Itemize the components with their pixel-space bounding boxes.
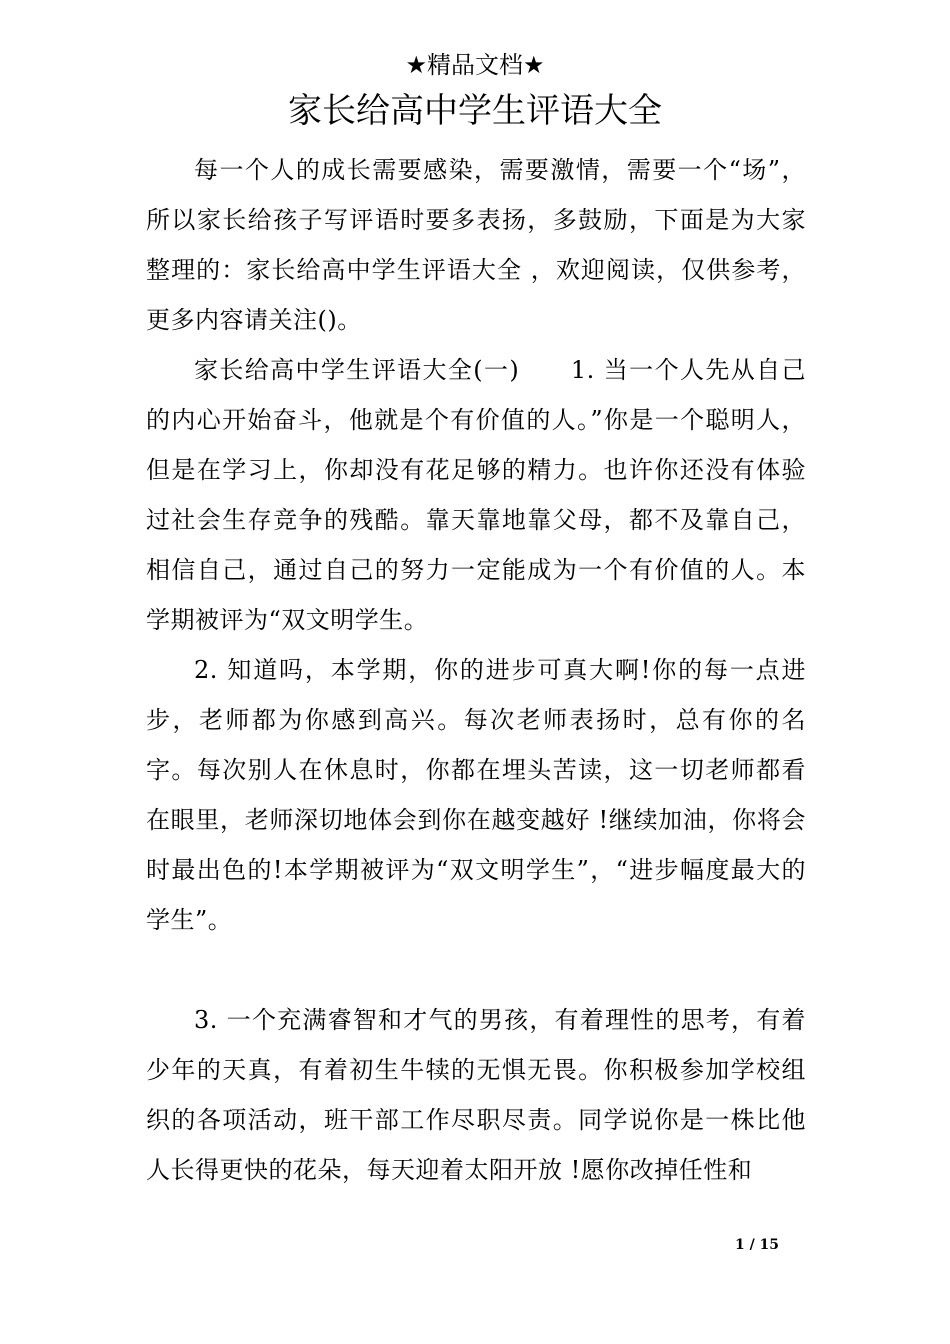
- paragraph-intro: 每一个人的成长需要感染，需要激情，需要一个“场”，所以家长给孩子写评语时要多表扬，多鼓励，下面是为大家整理的：家长给高中学生评语大全 ，欢迎阅读，仅供参考，更多内容请关注()。: [146, 156, 806, 334]
- paragraph-item-3: 3. 一个充满睿智和才气的男孩，有着理性的思考，有着少年的天真，有着初生牛犊的无惧无畏。你积极参加学校组织的各项活动，班干部工作尽职尽责。同学说你是一株比他人长得更快的花朵，每天迎着太阳开放 !愿你改掉任性和: [146, 1006, 806, 1184]
- header-mark: ★精品文档★: [405, 51, 545, 79]
- paragraph-item-2: 2. 知道吗，本学期，你的进步可真大啊!你的每一点进步，老师都为你感到高兴。每次老师表扬时，总有你的名字。每次别人在休息时，你都在埋头苦读，这一切老师都看在眼里，老师深切地体会到你在越变越好 !继续加油，你将会时最出色的!本学期被评为“双文明学生”，“进步幅度最大的学生”。: [146, 656, 806, 934]
- document-title: 家长给高中学生评语大全: [288, 91, 662, 131]
- page-number: 1 / 15: [734, 1237, 780, 1253]
- paragraph-item-1: 家长给高中学生评语大全(一) 1. 当一个人先从自己的内心开始奋斗，他就是个有价值的人。”你是一个聪明人，但是在学习上，你却没有花足够的精力。也许你还没有体验过社会生存竞争的残酷。靠天靠地靠父母，都不及靠自己，相信自己，通过自己的努力一定能成为一个有价值的人。本学期被评为“双文明学生。: [146, 356, 806, 634]
- paragraph-spacer: [146, 945, 806, 995]
- document-body: [146, 145, 806, 1195]
